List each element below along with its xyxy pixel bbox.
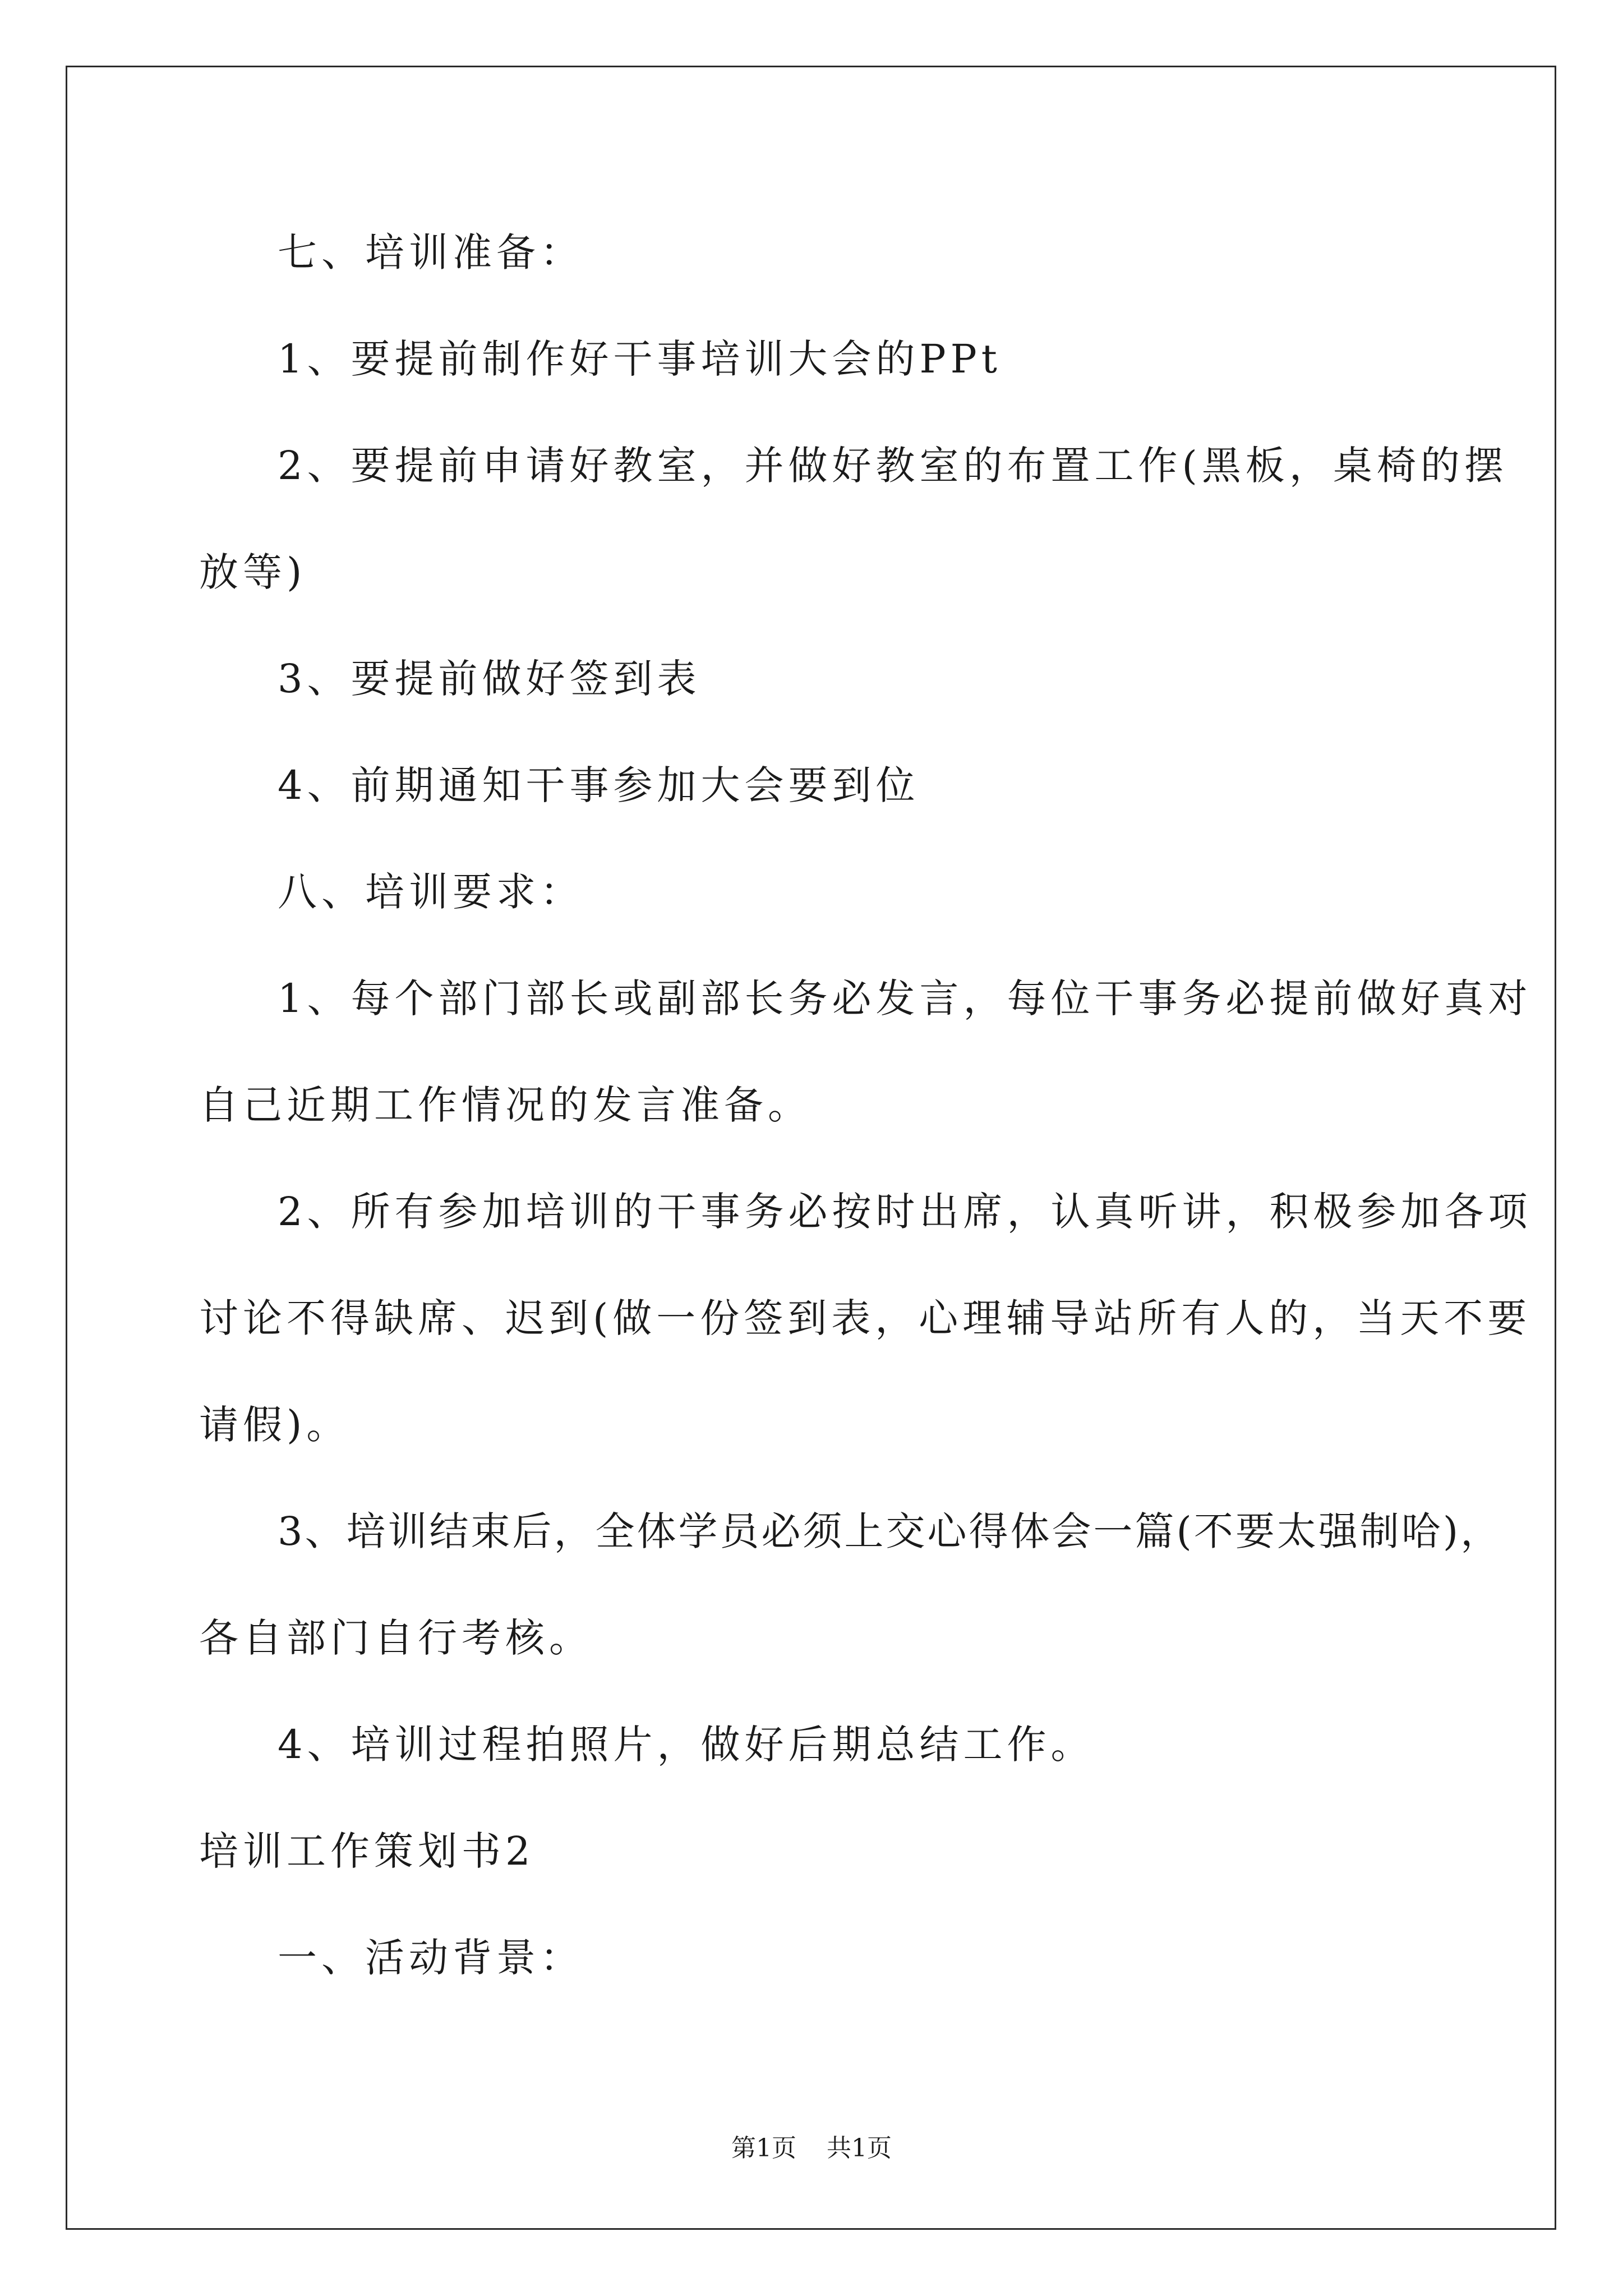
paragraph-line: 4、前期通知干事参加大会要到位 (278, 762, 920, 808)
page-number: 第1页 (731, 2134, 796, 2162)
paragraph-line: 2、所有参加培训的干事务必按时出席，认真听讲，积极参加各项 (278, 1189, 1532, 1235)
paragraph-line: 请假)。 (199, 1402, 351, 1448)
paragraph-line: 各自部门自行考核。 (199, 1615, 593, 1661)
paragraph-line: 自己近期工作情况的发言准备。 (199, 1082, 811, 1128)
section-heading-background: 一、活动背景： (278, 1935, 584, 1981)
page-total: 共1页 (827, 2134, 892, 2162)
document-subtitle: 培训工作策划书2 (199, 1828, 535, 1874)
page-footer (0, 2136, 1623, 2161)
paragraph-line: 1、要提前制作好干事培训大会的PPt (278, 336, 1002, 382)
paragraph-line: 3、培训结束后，全体学员必须上交心得体会一篇(不要太强制哈)， (278, 1508, 1502, 1554)
paragraph-line: 4、培训过程拍照片，做好后期总结工作。 (278, 1722, 1095, 1768)
paragraph-line: 2、要提前申请好教室，并做好教室的布置工作(黑板，桌椅的摆 (278, 443, 1508, 489)
section-heading-requirements: 八、培训要求： (278, 869, 584, 915)
paragraph-line: 1、每个部门部长或副部长务必发言，每位干事务必提前做好真对 (278, 976, 1532, 1022)
paragraph-line: 放等) (199, 549, 307, 595)
paragraph-line: 讨论不得缺席、迟到(做一份签到表，心理辅导站所有人的，当天不要 (199, 1295, 1532, 1341)
section-heading-preparation: 七、培训准备： (278, 229, 584, 275)
page-border (66, 66, 1556, 2230)
paragraph-line: 3、要提前做好签到表 (278, 656, 701, 702)
